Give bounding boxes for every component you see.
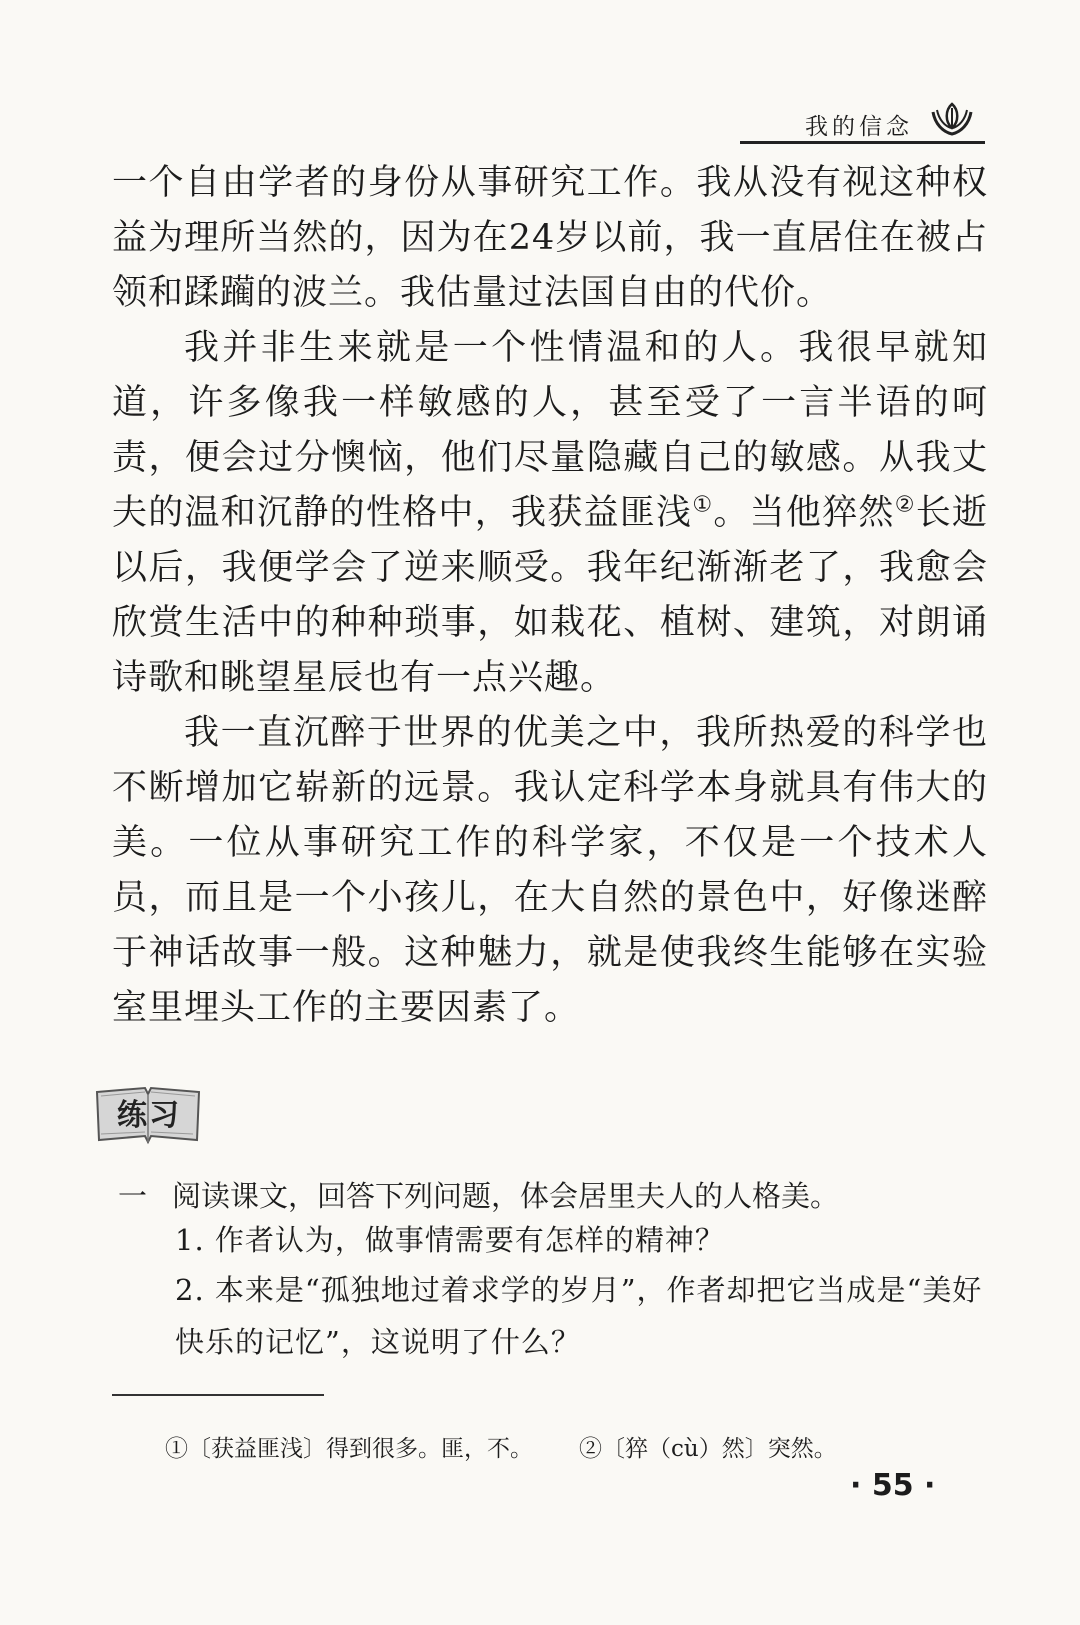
- question-1: [118, 1176, 978, 1216]
- footnote-ref-2: ②: [894, 492, 916, 518]
- footnote-1: ①〔获益匪浅〕得到很多。匪，不。: [165, 1436, 533, 1462]
- sub-question-1: 1. 作者认为，做事情需要有怎样的精神？: [175, 1223, 725, 1257]
- exercise-badge: [93, 1082, 203, 1146]
- paragraph-3: 我一直沉醉于世界的优美之中，我所热爱的科学也不断增加它崭新的远景。我认定科学本身就具有伟大的美。一位从事研究工作的科学家，不仅是一个技术人员，而且是一个小孩儿，在大自然的景色中，好像迷醉于神话故事一般。这种魅力，就是使我终生能够在实验室里埋头工作的主要因素了。: [112, 713, 988, 1028]
- footnote-ref-1: ①: [692, 492, 714, 518]
- exercise-label: 练习: [117, 1098, 181, 1133]
- running-header: [740, 104, 985, 144]
- main-text: [112, 156, 988, 1036]
- paragraph-2-part-2: 。当他猝然: [713, 493, 895, 533]
- page-number: · 55 ·: [850, 1468, 936, 1503]
- paragraph-2-part-3: 长逝以后，我便学会了逆来顺受。我年纪渐渐老了，我愈会欣赏生活中的种种琐事，如栽花、植树、建筑，对朗诵诗歌和眺望星辰也有一点兴趣。: [112, 493, 988, 698]
- paragraph-2-part-1: 我并非生来就是一个性情温和的人。我很早就知道，许多像我一样敏感的人，甚至受了一言半语的呵责，便会过分懊恼，他们尽量隐藏自己的敏感。从我丈夫的温和沉静的性格中，我获益匪浅: [112, 328, 988, 533]
- header-rule: [740, 141, 985, 144]
- paragraph-2: [112, 321, 988, 706]
- header-title: 我的信念: [805, 114, 913, 140]
- footnotes: [165, 1430, 985, 1463]
- sub-question-2: 2. 本来是“孤独地过着求学的岁月”，作者却把它当成是“美好快乐的记忆”，这说明了什么？: [175, 1273, 983, 1359]
- question-number: 一: [118, 1179, 148, 1213]
- question-text: 阅读课文，回答下列问题，体会居里夫人的人格美。: [172, 1179, 840, 1213]
- hands-leaf-icon: [927, 98, 977, 140]
- footnote-rule: [112, 1394, 324, 1396]
- footnote-2: ②〔猝（cù）然〕突然。: [579, 1436, 837, 1462]
- paragraph-1: 一个自由学者的身份从事研究工作。我从没有视这种权益为理所当然的，因为在24岁以前，我一直居住在被占领和蹂躏的波兰。我估量过法国自由的代价。: [112, 163, 988, 313]
